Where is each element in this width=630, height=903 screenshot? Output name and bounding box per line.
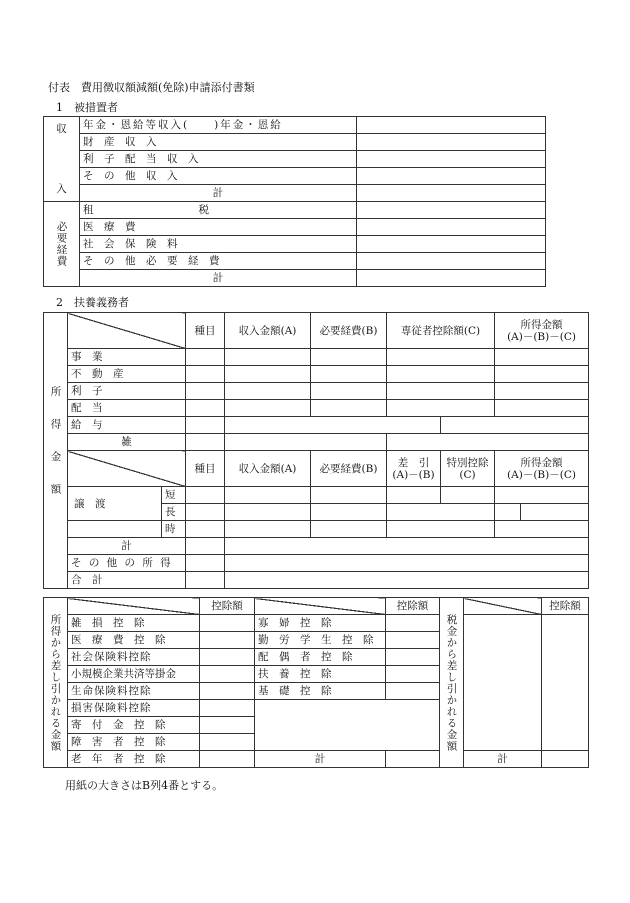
transfer-long: 長 xyxy=(162,504,186,521)
blank-area xyxy=(255,700,440,751)
value-cell[interactable] xyxy=(357,185,546,202)
value-cell[interactable] xyxy=(357,168,546,185)
cell[interactable] xyxy=(441,417,589,434)
row-salary: 給 与 xyxy=(68,417,186,434)
cell[interactable] xyxy=(495,383,589,400)
income-group-label: 収 入 xyxy=(44,117,80,202)
transfer-temp: 時 xyxy=(162,521,186,538)
row-transfer: 譲 渡 xyxy=(68,487,162,521)
deduction-header-1: 控除額 xyxy=(200,598,255,615)
header-expense: 必要経費(B) xyxy=(311,313,387,349)
cell[interactable] xyxy=(225,572,589,589)
header-exclusive: 専従者控除額(C) xyxy=(387,313,495,349)
transfer-short: 短 xyxy=(162,487,186,504)
income-row-other: そ の 他 収 入 xyxy=(80,168,357,185)
row-total: 計 xyxy=(68,538,186,555)
deduction-social: 社会保険料控除 xyxy=(68,649,200,666)
section2-heading: 2 扶養義務者 xyxy=(56,296,129,309)
expense-row-insurance: 社 会 保 険 料 xyxy=(80,236,357,253)
row-misc: 雑 xyxy=(68,434,186,451)
value-cell[interactable] xyxy=(357,219,546,236)
diagonal-header-4 xyxy=(255,598,386,615)
tax-header: 控除額 xyxy=(542,598,589,615)
tax-total: 計 xyxy=(464,751,542,768)
page-title: 付表 費用徴収額減額(免除)申請添付書類 xyxy=(48,81,255,94)
cell[interactable] xyxy=(200,683,255,700)
cell[interactable] xyxy=(386,666,440,683)
cell[interactable] xyxy=(386,683,440,700)
section2-table xyxy=(43,312,589,589)
row-business: 事 業 xyxy=(68,349,186,366)
cell[interactable] xyxy=(386,649,440,666)
deduction-student: 勤 労 学 生 控 除 xyxy=(255,632,386,649)
cell[interactable] xyxy=(186,521,225,538)
cell[interactable] xyxy=(387,504,495,521)
cell[interactable] xyxy=(521,504,589,521)
deduction-damage: 損害保険料控除 xyxy=(68,700,200,717)
diagonal-header xyxy=(68,313,186,349)
value-cell[interactable] xyxy=(357,202,546,219)
cell[interactable] xyxy=(387,521,495,538)
header2-expense: 必要経費(B) xyxy=(311,451,387,487)
cell[interactable] xyxy=(311,383,387,400)
deduction-medical: 医 療 費 控 除 xyxy=(68,632,200,649)
cell[interactable] xyxy=(225,383,311,400)
expense-total: 計 xyxy=(80,270,357,287)
cell[interactable] xyxy=(495,366,589,383)
income-total: 計 xyxy=(80,185,357,202)
header-income-amount: 所得金額 (A)－(B)－(C) xyxy=(495,313,589,349)
cell[interactable] xyxy=(225,538,589,555)
cell[interactable] xyxy=(225,434,387,451)
diagonal-header-2 xyxy=(68,451,186,487)
deductions-table xyxy=(43,597,589,768)
cell[interactable] xyxy=(495,504,521,521)
cell[interactable] xyxy=(386,632,440,649)
footnote: 用紙の大きさはB列4番とする。 xyxy=(65,779,224,792)
cell[interactable] xyxy=(311,521,387,538)
deduction-elderly: 老 年 者 控 除 xyxy=(68,751,200,768)
cell[interactable] xyxy=(225,504,311,521)
deduction-loss: 雑 損 控 除 xyxy=(68,615,200,632)
section1-heading: 1 被措置者 xyxy=(56,101,118,114)
cell[interactable] xyxy=(311,504,387,521)
value-cell[interactable] xyxy=(357,117,546,134)
header2-income-amount: 所得金額 (A)－(B)－(C) xyxy=(495,451,589,487)
diagonal-header-5 xyxy=(464,598,542,615)
cell[interactable] xyxy=(225,400,311,417)
row-interest: 利 子 xyxy=(68,383,186,400)
cell[interactable] xyxy=(542,615,589,751)
cell[interactable] xyxy=(441,487,495,504)
cell[interactable] xyxy=(311,487,387,504)
deduction-life: 生命保険料控除 xyxy=(68,683,200,700)
cell[interactable] xyxy=(200,666,255,683)
header2-type: 種目 xyxy=(186,451,225,487)
cell[interactable] xyxy=(225,521,311,538)
cell[interactable] xyxy=(186,538,225,555)
cell[interactable] xyxy=(495,487,589,504)
cell[interactable] xyxy=(225,349,311,366)
income-row-property: 財 産 収 入 xyxy=(80,134,357,151)
income-row-pension: 年金・恩給等収入( )年金・恩給 xyxy=(80,117,357,134)
cell[interactable] xyxy=(311,349,387,366)
deductions-group-label: 所得から差し引かれる金額 xyxy=(44,598,68,768)
deduction-donation: 寄 付 金 控 除 xyxy=(68,717,200,734)
cell[interactable] xyxy=(186,572,225,589)
cell[interactable] xyxy=(387,400,495,417)
cell[interactable] xyxy=(495,521,589,538)
cell[interactable] xyxy=(200,632,255,649)
deduction-disabled: 障 害 者 控 除 xyxy=(68,734,200,751)
tax-group-label: 税金から差し引かれる金額 xyxy=(440,598,464,768)
cell[interactable] xyxy=(386,751,440,768)
cell[interactable] xyxy=(495,349,589,366)
value-cell[interactable] xyxy=(357,253,546,270)
cell[interactable] xyxy=(200,751,255,768)
cell[interactable] xyxy=(186,366,225,383)
cell[interactable] xyxy=(387,349,495,366)
cell[interactable] xyxy=(186,555,225,572)
row-real-estate: 不 動 産 xyxy=(68,366,186,383)
cell[interactable] xyxy=(186,400,225,417)
cell[interactable] xyxy=(387,487,441,504)
value-cell[interactable] xyxy=(357,134,546,151)
deduction-total: 計 xyxy=(255,751,386,768)
cell[interactable] xyxy=(225,487,311,504)
cell[interactable] xyxy=(542,751,589,768)
row-other-income: そ の 他 の 所 得 xyxy=(68,555,186,572)
cell[interactable] xyxy=(186,383,225,400)
value-cell[interactable] xyxy=(357,151,546,168)
cell[interactable] xyxy=(186,417,225,434)
diagonal-header-3 xyxy=(68,598,200,615)
row-grand-total: 合 計 xyxy=(68,572,186,589)
value-cell[interactable] xyxy=(357,236,546,253)
cell[interactable] xyxy=(225,417,441,434)
expense-row-medical: 医 療 費 xyxy=(80,219,357,236)
tax-blank xyxy=(464,615,542,751)
deduction-dependent: 扶 養 控 除 xyxy=(255,666,386,683)
cell[interactable] xyxy=(225,555,589,572)
cell[interactable] xyxy=(387,383,495,400)
value-cell[interactable] xyxy=(357,270,546,287)
income-group-label: 所得金額 xyxy=(44,313,68,589)
cell[interactable] xyxy=(186,349,225,366)
cell[interactable] xyxy=(200,700,255,717)
blank-cell xyxy=(68,521,162,538)
expense-group-label: 必要経費 xyxy=(44,202,80,287)
cell[interactable] xyxy=(200,649,255,666)
cell[interactable] xyxy=(495,400,589,417)
cell[interactable] xyxy=(200,717,255,734)
cell[interactable] xyxy=(186,487,225,504)
deduction-widow: 寡 婦 控 除 xyxy=(255,615,386,632)
header2-diff: 差 引 (A)－(B) xyxy=(387,451,441,487)
cell[interactable] xyxy=(200,615,255,632)
expense-row-other: そ の 他 必 要 経 費 xyxy=(80,253,357,270)
cell[interactable] xyxy=(186,504,225,521)
deduction-basic: 基 礎 控 除 xyxy=(255,683,386,700)
section1-table xyxy=(43,116,546,287)
cell[interactable] xyxy=(387,366,495,383)
cell[interactable] xyxy=(311,366,387,383)
deduction-spouse: 配 偶 者 控 除 xyxy=(255,649,386,666)
header-income: 収入金額(A) xyxy=(225,313,311,349)
cell[interactable] xyxy=(225,366,311,383)
header2-income: 収入金額(A) xyxy=(225,451,311,487)
header2-special: 特別控除 (C) xyxy=(441,451,495,487)
income-row-interest: 利 子 配 当 収 入 xyxy=(80,151,357,168)
header-type: 種目 xyxy=(186,313,225,349)
deduction-header-2: 控除額 xyxy=(386,598,440,615)
cell[interactable] xyxy=(386,615,440,632)
row-dividend: 配 当 xyxy=(68,400,186,417)
cell[interactable] xyxy=(311,400,387,417)
expense-row-tax: 租 税 xyxy=(80,202,357,219)
cell[interactable] xyxy=(387,434,589,451)
cell[interactable] xyxy=(200,734,255,751)
cell[interactable] xyxy=(186,434,225,451)
deduction-small-biz: 小規模企業共済等掛金 xyxy=(68,666,200,683)
